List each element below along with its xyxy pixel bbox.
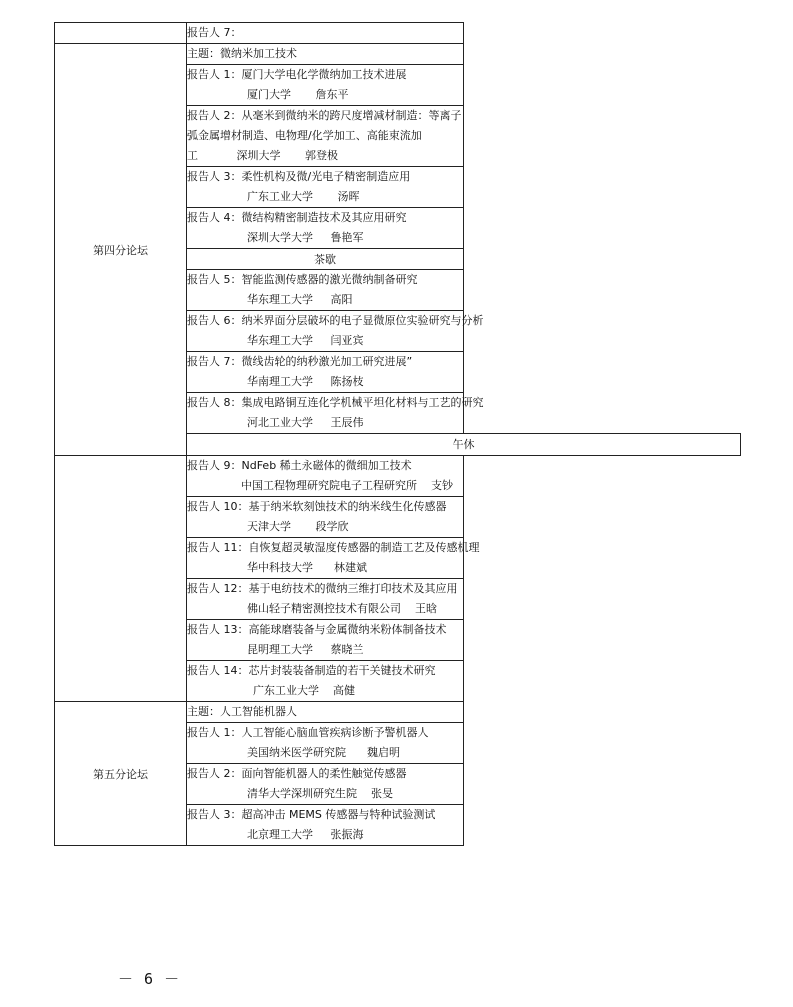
talk-cell <box>187 393 484 434</box>
talk-speaker: 高健 <box>333 684 355 697</box>
talk-speaker-line <box>187 476 463 496</box>
table-row <box>55 44 741 65</box>
talk-title: 报告人 14：芯片封装装备制造的若干关键技术研究 <box>187 664 436 677</box>
talk-title: 报告人 1：人工智能心脑血管疾病诊断予警机器人 <box>187 726 429 739</box>
talk-cell <box>187 456 464 497</box>
forum-cell-empty <box>55 23 187 44</box>
theme-label: 主题：人工智能机器人 <box>187 705 297 718</box>
talk-speaker-line <box>187 290 463 310</box>
talk-cell <box>187 723 464 764</box>
talk-affiliation: 深圳大学大学 <box>247 231 313 244</box>
talk-affiliation: 广东工业大学 <box>247 190 313 203</box>
talk-title: 报告人 12：基于电纺技术的微纳三维打印技术及其应用 <box>187 582 458 595</box>
talk-affiliation: 昆明理工大学 <box>247 643 313 656</box>
tea-break-cell <box>187 249 464 270</box>
talk-speaker: 段学欣 <box>315 520 349 533</box>
talk-cell <box>187 620 464 661</box>
theme-cell <box>187 702 464 723</box>
talk-speaker: 高阳 <box>330 293 353 306</box>
talk-affiliation: 清华大学深圳研究生院 <box>247 787 357 800</box>
talk-cell <box>187 579 464 620</box>
talk-title: 报告人 7： <box>187 26 242 39</box>
talk-speaker-line <box>187 413 463 433</box>
talk-title: 报告人 2：从毫米到微纳米的跨尺度增减材制造：等离子弧金属增材制造、电物理/化学加工、高能束流加工 <box>187 109 462 162</box>
talk-affiliation: 河北工业大学 <box>247 416 313 429</box>
talk-title: 报告人 7：微线齿轮的纳秒激光加工研究进展” <box>187 355 413 368</box>
talk-speaker-line <box>187 784 463 804</box>
talk-cell <box>187 661 464 702</box>
talk-cell <box>187 311 484 352</box>
tea-break-label: 茶歇 <box>314 253 336 266</box>
talk-speaker-line <box>187 599 463 619</box>
talk-cell <box>187 805 464 846</box>
talk-cell <box>187 208 464 249</box>
talk-speaker: 林建斌 <box>333 561 367 574</box>
talk-speaker-line <box>187 228 463 248</box>
talk-speaker: 闫亚宾 <box>330 334 364 347</box>
talk-speaker: 张旻 <box>371 787 393 800</box>
talk-affiliation: 华东理工大学 <box>247 334 313 347</box>
page-number: － 6 － <box>118 970 181 988</box>
forum-cell-empty <box>55 456 187 702</box>
talk-cell <box>187 106 464 167</box>
talk-cell <box>187 65 464 106</box>
talk-affiliation: 广东工业大学 <box>253 684 319 697</box>
talk-title: 报告人 8：集成电路铜互连化学机械平坦化材料与工艺的研究 <box>187 396 484 409</box>
talk-speaker-line <box>187 558 463 578</box>
talk-speaker: 王辰伟 <box>330 416 364 429</box>
talk-speaker: 詹东平 <box>315 88 349 101</box>
theme-cell <box>187 44 464 65</box>
talk-affiliation: 深圳大学 <box>236 149 281 162</box>
table-row <box>55 23 741 44</box>
talk-title: 报告人 10：基于纳米软刻蚀技术的纳米线生化传感器 <box>187 500 447 513</box>
talk-speaker-line <box>187 825 463 845</box>
talk-title: 报告人 9：NdFeb 稀土永磁体的微细加工技术 <box>187 459 412 472</box>
talk-speaker: 王晗 <box>415 602 437 615</box>
forum-name: 第五分论坛 <box>55 702 187 846</box>
talk-speaker-line <box>187 85 463 105</box>
lunch-break-cell <box>187 434 741 456</box>
talk-cell <box>187 497 464 538</box>
talk-speaker-line <box>187 187 463 207</box>
talk-speaker-line <box>187 681 463 701</box>
talk-title: 报告人 11：自恢复超灵敏湿度传感器的制造工艺及传感机理 <box>187 541 480 554</box>
talk-speaker-line <box>187 743 463 763</box>
talk-title: 报告人 1：厦门大学电化学微纳加工技术进展 <box>187 68 407 81</box>
talk-speaker-line <box>187 372 463 392</box>
talk-title: 报告人 5：智能监测传感器的激光微纳制备研究 <box>187 273 418 286</box>
talk-speaker: 魏启明 <box>366 746 400 759</box>
talk-speaker: 郭登极 <box>304 149 338 162</box>
talk-speaker-line <box>187 331 463 351</box>
talk-speaker: 陈扬枝 <box>330 375 364 388</box>
talk-title: 报告人 3：超高冲击 MEMS 传感器与特种试验测试 <box>187 808 436 821</box>
talk-affiliation: 美国纳米医学研究院 <box>247 746 346 759</box>
talk-speaker: 支钞 <box>431 479 453 492</box>
talk-title: 报告人 4：微结构精密制造技术及其应用研究 <box>187 211 407 224</box>
talk-cell <box>187 764 464 805</box>
talk-affiliation: 中国工程物理研究院电子工程研究所 <box>241 479 417 492</box>
talk-affiliation: 华中科技大学 <box>247 561 313 574</box>
talk-affiliation: 华东理工大学 <box>247 293 313 306</box>
talk-title: 报告人 3：柔性机构及微/光电子精密制造应用 <box>187 170 411 183</box>
talk-speaker: 蔡晓兰 <box>330 643 364 656</box>
table-row <box>55 456 741 497</box>
schedule-table <box>54 22 741 846</box>
talk-title-wrapped <box>187 106 463 166</box>
talk-title: 报告人 2：面向智能机器人的柔性触觉传感器 <box>187 767 407 780</box>
table-row <box>55 702 741 723</box>
talk-affiliation: 厦门大学 <box>247 88 291 101</box>
talk-speaker: 汤晖 <box>337 190 360 203</box>
talk-affiliation: 天津大学 <box>247 520 291 533</box>
theme-label: 主题：微纳米加工技术 <box>187 47 297 60</box>
talk-cell <box>187 167 464 208</box>
talk-cell <box>187 270 464 311</box>
talk-cell <box>187 23 464 44</box>
talk-affiliation: 佛山轻子精密测控技术有限公司 <box>247 602 401 615</box>
forum-name: 第四分论坛 <box>55 44 187 456</box>
talk-speaker: 张振海 <box>330 828 364 841</box>
talk-affiliation: 华南理工大学 <box>247 375 313 388</box>
talk-title: 报告人 13：高能球磨装备与金属微纳米粉体制备技术 <box>187 623 447 636</box>
talk-title: 报告人 6：纳米界面分层破坏的电子显微原位实验研究与分析 <box>187 314 484 327</box>
talk-cell <box>187 538 480 579</box>
talk-affiliation: 北京理工大学 <box>247 828 313 841</box>
talk-speaker-line <box>187 517 463 537</box>
talk-speaker-line <box>187 640 463 660</box>
lunch-break-label: 午休 <box>452 438 475 451</box>
talk-speaker: 鲁艳军 <box>330 231 364 244</box>
talk-cell <box>187 352 464 393</box>
